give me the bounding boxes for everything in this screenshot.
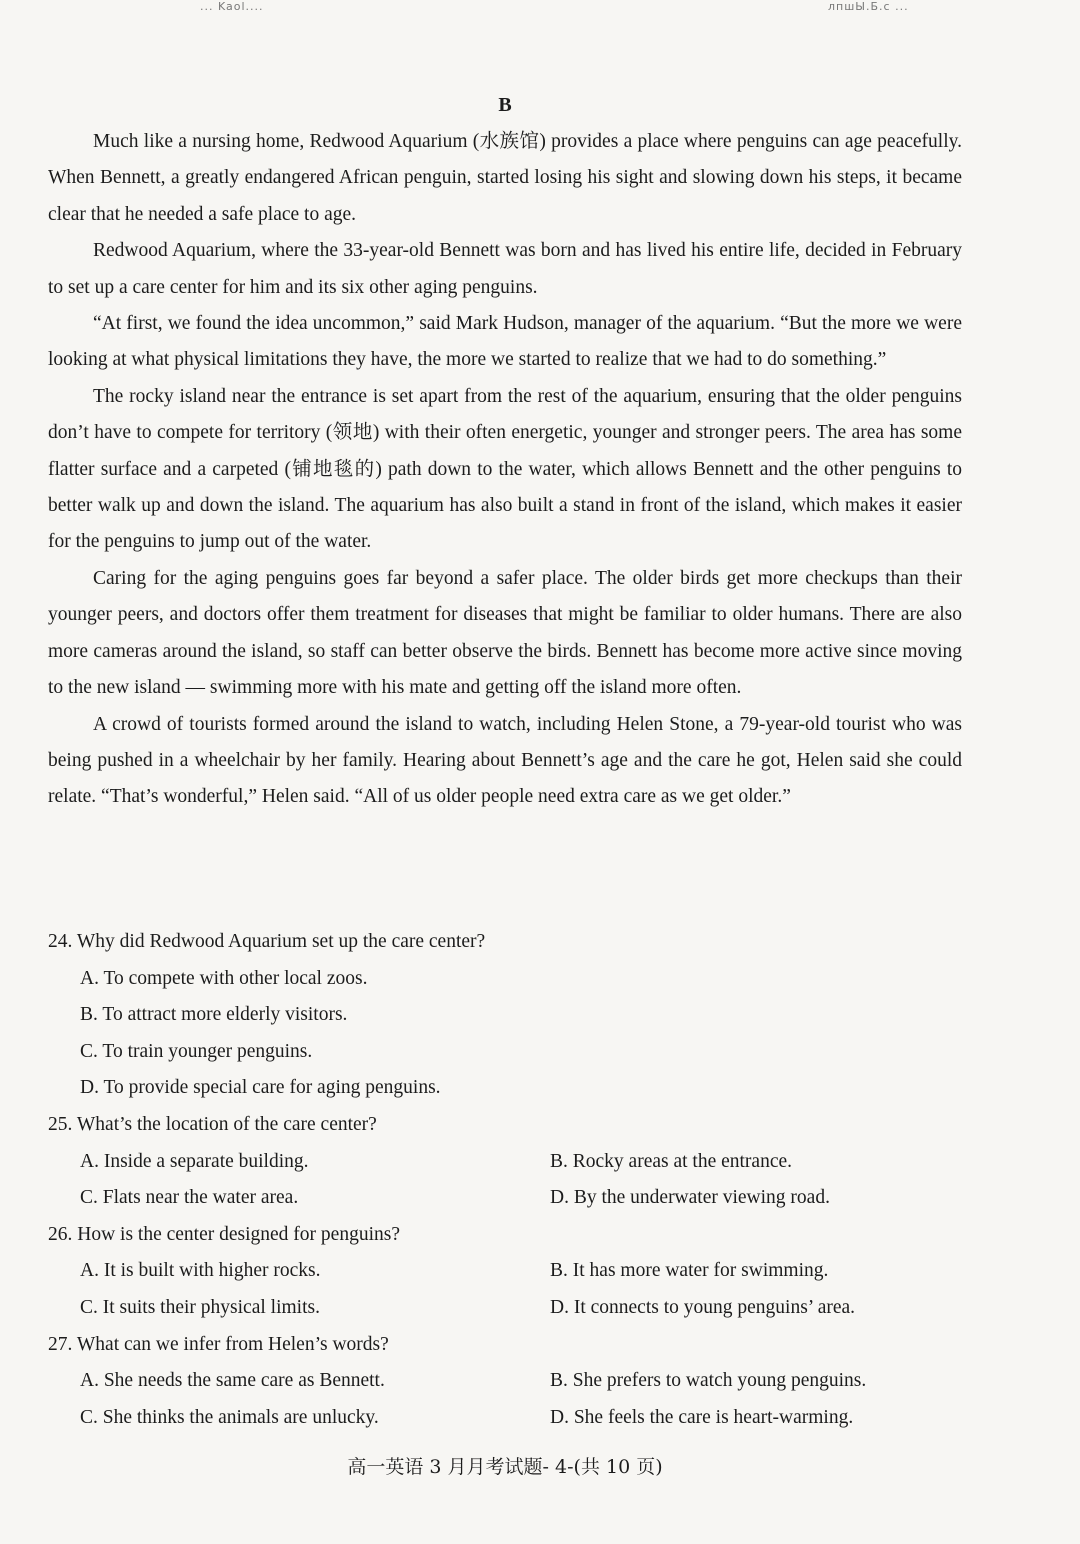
option-b: B. She prefers to watch young penguins. (550, 1370, 867, 1392)
option-d: D. By the underwater viewing road. (550, 1187, 830, 1209)
option-a: A. Inside a separate building. (80, 1150, 309, 1172)
question-list (48, 924, 962, 1436)
header-remnant-left: ... Kaol.... (200, 0, 264, 13)
answer-options (48, 1363, 962, 1436)
option-d: D. To provide special care for aging penguins. (80, 1077, 441, 1099)
passage-paragraph-4: The rocky island near the entrance is set apart from the rest of the aquarium, ensuring that the older penguins don’t have to compete for territory (领地) with their often energetic, younger and stronger peers. The area has some flatter surface and a carpeted (铺地毯的) path down to the water, which allows Bennett and the other penguins to better walk up and down the island. The aquarium has also built a stand in front of the island, which makes it easier for the penguins to jump out of the water. (48, 385, 962, 553)
answer-options (48, 1253, 962, 1326)
option-b: B. To attract more elderly visitors. (80, 1004, 348, 1026)
option-c: C. She thinks the animals are unlucky. (80, 1406, 379, 1428)
passage-paragraph-1: Much like a nursing home, Redwood Aquarium (水族馆) provides a place where penguins can age peacefully. When Bennett, a greatly endangered African penguin, started losing his sight and slowing down his steps, it became clear that he needed a safe place to age. (48, 131, 962, 225)
question-26 (48, 1217, 962, 1327)
passage-paragraph-3: “At first, we found the idea uncommon,” said Mark Hudson, manager of the aquarium. “But the more we were looking at what physical limitations they have, the more we started to realize that we had to do something.” (48, 313, 962, 371)
option-d: D. She feels the care is heart-warming. (550, 1406, 854, 1428)
option-c: C. To train younger penguins. (80, 1040, 313, 1062)
scan-header-remnant (0, 0, 1080, 14)
reading-passage (48, 124, 962, 816)
answer-options (48, 1144, 962, 1217)
option-a: A. To compete with other local zoos. (80, 967, 368, 989)
option-a: A. She needs the same care as Bennett. (80, 1370, 385, 1392)
passage-paragraph-2: Redwood Aquarium, where the 33-year-old Bennett was born and has lived his entire life, decided in February to set up a care center for him and its six other aging penguins. (48, 240, 962, 298)
question-stem: 24. Why did Redwood Aquarium set up the care center? (48, 931, 486, 952)
question-24 (48, 924, 962, 1107)
option-c: C. It suits their physical limits. (80, 1296, 320, 1318)
passage-paragraph-6: A crowd of tourists formed around the island to watch, including Helen Stone, a 79-year-old tourist who was being pushed in a wheelchair by her family. Hearing about Bennett’s age and the care he got, Helen said she could relate. “That’s wonderful,” Helen said. “All of us older people need extra care as we get older.” (48, 713, 962, 808)
option-b: B. Rocky areas at the entrance. (550, 1150, 793, 1172)
header-remnant-right: лпшЫ.Б.с ... (828, 0, 909, 13)
page-footer: 高一英语 3 月月考试题- 4-(共 10 页) (347, 1456, 663, 1478)
question-27 (48, 1327, 962, 1437)
option-a: A. It is built with higher rocks. (80, 1260, 321, 1282)
option-b: B. It has more water for swimming. (550, 1260, 829, 1282)
passage-paragraph-5: Caring for the aging penguins goes far beyond a safer place. The older birds get more checkups than their younger peers, and doctors offer them treatment for diseases that might be familiar to older humans. There are also more cameras around the island, so staff can better observe the birds. Bennett has become more active since moving to the new island — swimming more with his mate and getting off the island more often. (48, 567, 962, 699)
question-stem: 26. How is the center designed for penguins? (48, 1223, 400, 1245)
question-stem: 27. What can we infer from Helen’s words? (48, 1333, 389, 1355)
option-d: D. It connects to young penguins’ area. (550, 1296, 856, 1318)
option-c: C. Flats near the water area. (80, 1187, 299, 1209)
question-25 (48, 1107, 962, 1217)
answer-options (48, 961, 962, 1107)
question-stem: 25. What’s the location of the care center? (48, 1113, 377, 1135)
section-title: B (498, 94, 512, 116)
